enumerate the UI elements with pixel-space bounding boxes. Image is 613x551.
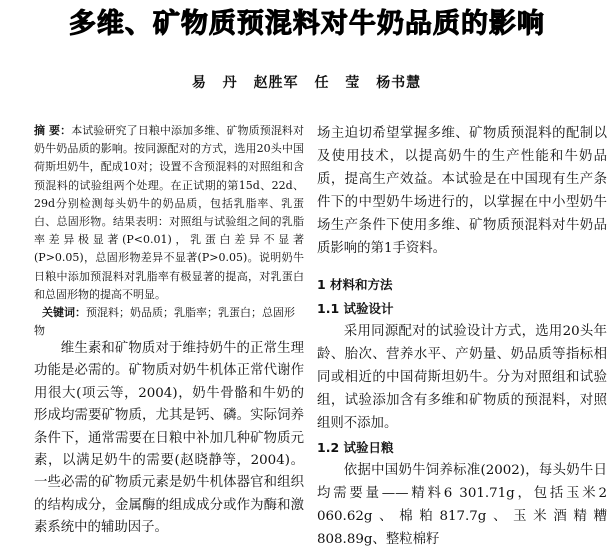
abstract <box>34 122 304 304</box>
abstract-text: 本试验研究了日粮中添加多维、矿物质预混料对奶牛奶品质的影响。按同源配对的方式，选用20头中国荷斯坦奶牛，配成10对；设置不含预混料的对照组和含预混料的试验组两个处理。在正试期的第15d、22d、29d分别检测每头奶牛的奶品质，包括乳脂率、乳蛋白、总固形物。结果表明：对照组与试验组之间的乳脂率差异极显著(P<0.01)，乳蛋白差异不显著(P>0.05)，总固形物差异不显著(P>0.05)。说明奶牛日粮中添加预混料对乳脂率有极显著的提高，对乳蛋白和总固形物的提高不明显。 <box>34 124 304 301</box>
subsection-heading-design: 1.1 试验设计 <box>317 301 394 316</box>
keywords-label: 关键词： <box>42 306 86 320</box>
author-name: 杨书慧 <box>376 75 422 91</box>
author-name: 赵胜军 <box>253 75 299 91</box>
author-name: 任 莹 <box>314 75 361 91</box>
intro-paragraph-left: 维生素和矿物质对于维持奶牛的正常生理功能是必需的。矿物质对奶牛机体正常代谢作用很大(项云等，2004)，奶牛骨骼和牛奶的形成均需要矿物质，尤其是钙、磷。实际饲养条件下，通常需要在日粮中补加几种矿物质元素，以满足奶牛的需要(赵晓静等，2004)。一些必需的矿物质元素是奶牛机体器官和组织的结构成分，金属酶的组成成分或作为酶和激素系统中的辅助因子。 <box>34 341 304 536</box>
keywords <box>34 304 304 340</box>
subsection-heading-diet: 1.2 试验日粮 <box>317 440 394 455</box>
intro-paragraph-right: 场主迫切希望掌握多维、矿物质预混料的配制以及使用技术，以提高奶牛的生产性能和牛奶品质，提高生产效益。本试验是在中国现有生产条件下的中型奶牛场进行的，以掌握在中小型奶牛场生产条件下使用多维、矿物质预混料对牛奶品质影响的第1手资料。 <box>317 126 607 256</box>
author-name: 易 丹 <box>191 75 238 91</box>
abstract-label: 摘 要： <box>34 124 72 137</box>
right-column <box>317 122 607 551</box>
design-paragraph: 采用同源配对的试验设计方式，选用20头年龄、胎次、营养水平、产奶量、奶品质等指标相同或相近的中国荷斯坦奶牛。分为对照组和试验组，试验添加含有多维和矿物质的预混料，对照组则不添加。 <box>317 324 607 431</box>
keywords-text: 预混料；奶品质；乳脂率；乳蛋白；总固形物 <box>34 306 295 338</box>
author-list <box>0 72 613 92</box>
section-heading: 1 材料和方法 <box>317 277 393 292</box>
diet-paragraph: 依据中国奶牛饲养标准(2002)，每头奶牛日均需要量——精料6 301.71g，包括玉米2 060.62g、棉粕817.7g、玉米酒精糟808.89g、整粒棉籽 <box>317 463 607 547</box>
left-column <box>34 122 304 340</box>
paper-title: 多维、矿物质预混料对牛奶品质的影响 <box>68 8 545 39</box>
